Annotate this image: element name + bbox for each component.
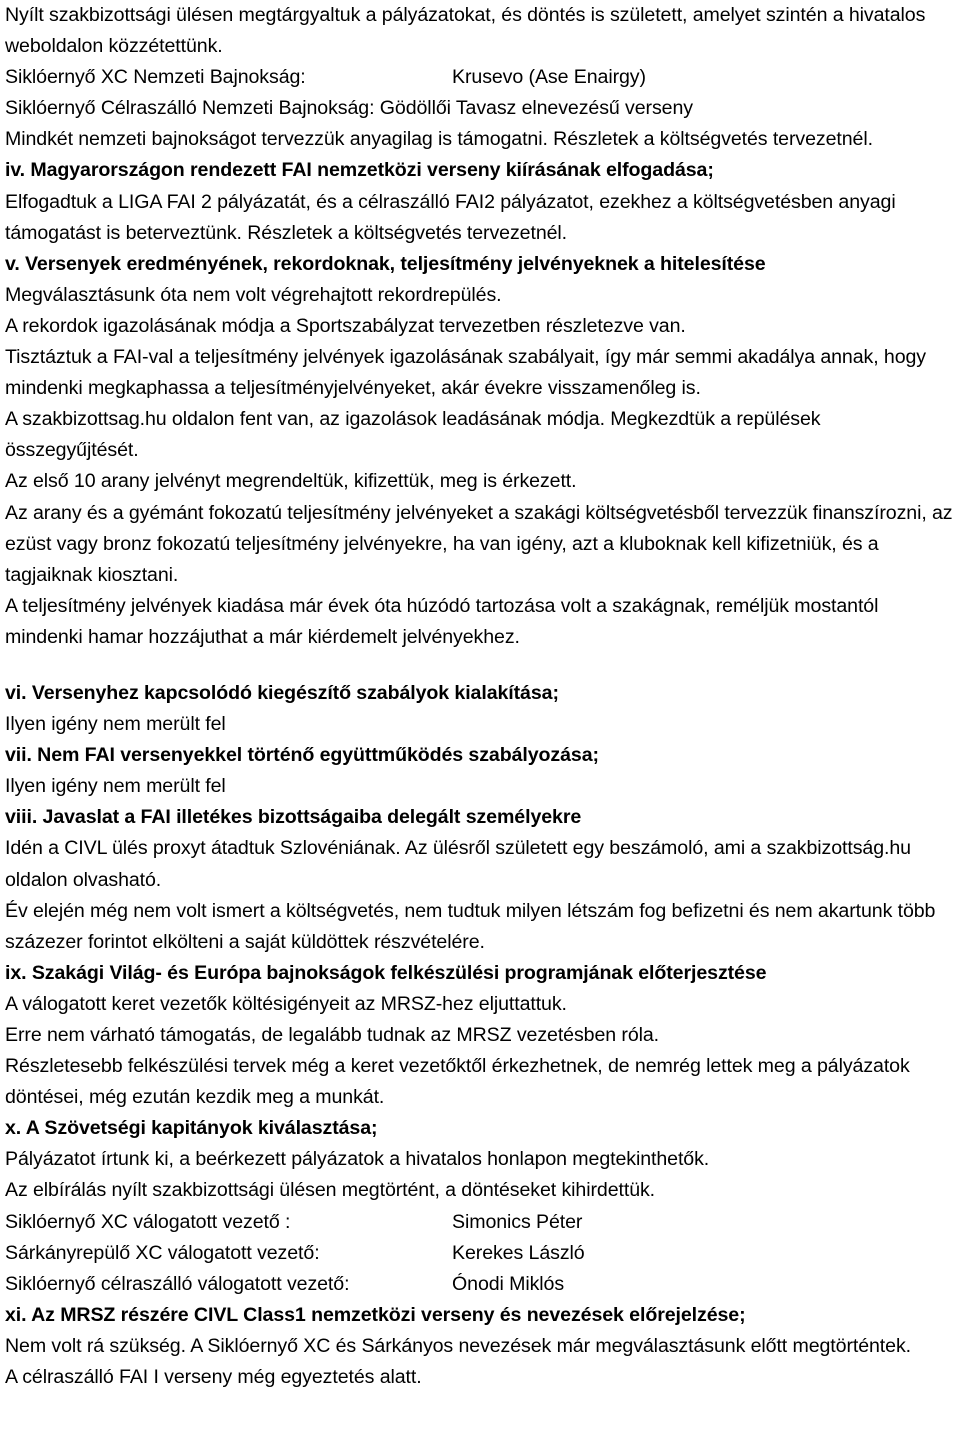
target-landing-championship-line: Siklóernyő Célraszálló Nemzeti Bajnokság: Gödöllői Tavasz elnevezésű verseny [5, 97, 693, 120]
xc-championship-label: Siklóernyő XC Nemzeti Bajnokság: [5, 66, 306, 89]
section-vii-heading: vii. Nem FAI versenyekkel történő együttműködés szabályozása; [5, 744, 599, 767]
captain-label: Siklóernyő XC válogatott vezető : [5, 1210, 291, 1233]
section-x-line-1: Pályázatot írtunk ki, a beérkezett pályázatok a hivatalos honlapon megtekinthetők. [5, 1148, 710, 1171]
section-v-line-2: A rekordok igazolásának módja a Sportszabályzat tervezetben részletezve van. [5, 314, 686, 337]
section-v-paragraph-7: A teljesítmény jelvények kiadása már évek óta húzódó tartozása volt a szakágnak, reméljük mostantól mindenki hamar hozzájuthat a már kiérdemelt jelvényekhez. [5, 594, 879, 648]
section-v-paragraph-4: A szakbizottsag.hu oldalon fent van, az igazolások leadásának módja. Megkezdtük a repülések összegyűjtését. [5, 408, 821, 462]
section-ix-line-2: Erre nem várható támogatás, de legalább tudnak az MRSZ vezetésben róla. [5, 1024, 660, 1046]
xc-championship-row [5, 62, 955, 93]
xc-championship-value: Krusevo (Ase Enairgy) [452, 66, 646, 89]
section-vi-line: Ilyen igény nem merült fel [5, 713, 226, 736]
section-ix-line-1: A válogatott keret vezetők költésigényeit az MRSZ-hez eljuttattuk. [5, 992, 567, 1015]
section-v-paragraph-3: Tisztáztuk a FAI-val a teljesítmény jelvények igazolásának szabályait, így már semmi akadálya annak, hogy mindenki megkaphassa a teljesítményjelvényeket, akár évekre visszamenőleg is. [5, 346, 926, 400]
section-x-line-2: Az elbírálás nyílt szakbizottsági ülésen megtörtént, a döntéseket kihirdettük. [5, 1179, 656, 1202]
section-x-heading: x. A Szövetségi kapitányok kiválasztása; [5, 1117, 378, 1140]
section-iv-heading: iv. Magyarországon rendezett FAI nemzetközi verseny kiírásának elfogadása; [5, 159, 714, 182]
captain-name: Kerekes László [452, 1241, 585, 1264]
captain-row [5, 1207, 955, 1238]
section-xi-heading: xi. Az MRSZ részére CIVL Class1 nemzetközi verseny és nevezések előrejelzése; [5, 1303, 746, 1326]
support-paragraph: Mindkét nemzeti bajnokságot tervezzük anyagilag is támogatni. Részletek a költségvetés tervezetnél. [5, 128, 873, 151]
section-xi-line-2: A célraszálló FAI I verseny még egyeztetés alatt. [5, 1366, 422, 1389]
captain-row [5, 1238, 955, 1269]
captain-name: Simonics Péter [452, 1210, 583, 1233]
section-v-heading: v. Versenyek eredményének, rekordoknak, teljesítmény jelvényeknek a hitelesítése [5, 252, 766, 275]
section-v-line-1: Megválasztásunk óta nem volt végrehajtott rekordrepülés. [5, 283, 502, 306]
section-v-paragraph-6: Az arany és a gyémánt fokozatú teljesítmény jelvényeket a szakági költségvetésből tervezzük finanszírozni, az ezüst vagy bronz fokozatú teljesítmény jelvényekre, ha van igény, azt a kluboknak kell kifizetniük, és a tagjaiknak kiosztani. [5, 501, 953, 586]
captain-label: Siklóernyő célraszálló válogatott vezető: [5, 1272, 350, 1295]
section-viii-paragraph-1: Idén a CIVL ülés proxyt átadtuk Szlovéniának. Az ülésről született egy beszámoló, ami a szakbizottság.hu oldalon olvasható. [5, 837, 911, 891]
section-vii-line: Ilyen igény nem merült fel [5, 775, 226, 798]
document-page [5, 0, 955, 1393]
captain-label: Sárkányrepülő XC válogatott vezető: [5, 1241, 320, 1264]
section-xi-paragraph-1: Nem volt rá szükség. A Siklóernyő XC és Sárkányos nevezések már megválasztásunk előtt megtörténtek. [5, 1334, 911, 1357]
section-ix-paragraph-3: Részletesebb felkészülési tervek még a keret vezetőktől érkezhetnek, de nemrég lettek meg a pályázatok döntései, még ezután kezdik meg a munkát. [5, 1055, 910, 1109]
section-ix-heading: ix. Szakági Világ- és Európa bajnokságok felkészülési programjának előterjesztése [5, 961, 767, 984]
section-vi-heading: vi. Versenyhez kapcsolódó kiegészítő szabályok kialakítása; [5, 681, 559, 704]
section-iv-paragraph: Elfogadtuk a LIGA FAI 2 pályázatát, és a célraszálló FAI2 pályázatot, ezekhez a költségvetésben anyagi támogatást is beterveztünk. Részletek a költségvetés tervezetnél. [5, 190, 896, 244]
section-viii-heading: viii. Javaslat a FAI illetékes bizottságaiba delegált személyekre [5, 806, 582, 829]
section-spacer [5, 653, 955, 678]
intro-paragraph: Nyílt szakbizottsági ülésen megtárgyaltuk a pályázatokat, és döntés is született, amelyet szintén a hivatalos weboldalon közzétettünk. [5, 4, 926, 58]
captain-row [5, 1269, 955, 1300]
captain-name: Ónodi Miklós [452, 1272, 565, 1295]
section-v-line-5: Az első 10 arany jelvényt megrendeltük, kifizettük, meg is érkezett. [5, 470, 577, 493]
section-viii-paragraph-2: Év elején még nem volt ismert a költségvetés, nem tudtuk milyen létszám fog befizetni és nem akartunk több százezer forintot elkölteni a saját küldöttek részvételére. [5, 899, 936, 953]
